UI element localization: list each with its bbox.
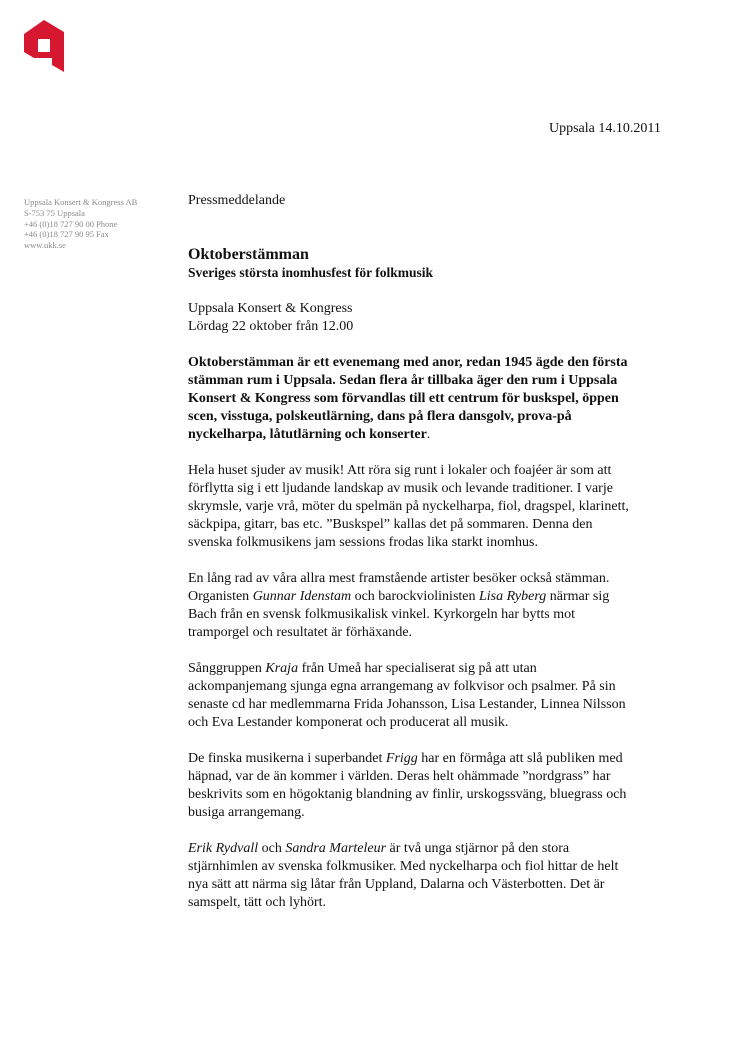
sender-company: Uppsala Konsert & Kongress AB: [24, 197, 138, 207]
artist-name: Lisa Ryberg: [479, 589, 547, 604]
paragraph-text: Sånggruppen: [188, 661, 266, 676]
intro-line: scen, visstuga, polskeutlärning, dans på flera dansgolv, prova-på: [188, 409, 572, 424]
paragraph-line: stjärnhimlen av svenska folkmusiker. Med nyckelharpa och fiol hittar de helt: [188, 859, 619, 874]
paragraph-line: och Eva Lestander komponerat och producerat all musik.: [188, 715, 509, 730]
paragraph-line: En lång rad av våra allra mest framstående artister besöker också stämman.: [188, 571, 610, 586]
intro-line: stämman rum i Uppsala. Sedan flera år tillbaka äger den rum i Uppsala: [188, 373, 618, 388]
paragraph-line: svenska folkmusikens jam sessions frodas lika starkt inomhus.: [188, 535, 538, 550]
event-time: Lördag 22 oktober från 12.00: [188, 319, 354, 334]
paragraph-line: samspelt, tätt och lyhört.: [188, 895, 327, 910]
paragraph-text: Organisten: [188, 589, 253, 604]
paragraph-text: och barockviolinisten: [351, 589, 479, 604]
paragraph-line: nya sätt att närma sig låtar från Uppland, Dalarna och Västerbotten. Det är: [188, 877, 605, 892]
intro-line: nyckelharpa, låtutlärning och konserter: [188, 427, 427, 442]
artist-name: Frigg: [385, 751, 418, 766]
press-release-body: [188, 192, 678, 930]
artist-name: Erik Rydvall: [188, 841, 259, 856]
body-paragraph-3: [188, 660, 678, 732]
paragraph-line: tramporgel och resultatet är förhäxande.: [188, 625, 413, 640]
artist-name: Kraja: [265, 661, 299, 676]
paragraph-text: har en förmåga att slå publiken med: [417, 751, 623, 766]
paragraph-text: från Umeå har specialiserat sig på att utan: [298, 661, 537, 676]
event-venue: Uppsala Konsert & Kongress: [188, 301, 353, 316]
ukk-logo-icon: [24, 20, 64, 72]
body-paragraph-4: [188, 750, 678, 822]
paragraph-text: är två unga stjärnor på den stora: [386, 841, 570, 856]
page-subtitle: Sveriges största inomhusfest för folkmusik: [188, 265, 434, 280]
paragraph-line: busiga arrangemang.: [188, 805, 305, 820]
body-paragraph-5: [188, 840, 678, 912]
sender-web: www.ukk.se: [24, 240, 66, 251]
paragraph-line: förflytta sig i ett ljudande landskap av musik och levande traditioner. I varje: [188, 481, 613, 496]
paragraph-text: närmar sig: [546, 589, 610, 604]
event-details: [188, 300, 678, 336]
sender-phone: +46 (0)18 727 90 00 Phone: [24, 218, 118, 229]
sender-postal: S-753 75 Uppsala: [24, 207, 85, 218]
logo-shape: [24, 20, 64, 72]
page-title: Oktoberstämman: [188, 246, 309, 263]
paragraph-line: Hela huset sjuder av musik! Att röra sig runt i lokaler och foajéer är som att: [188, 463, 612, 478]
paragraph-line: beskrivits som en högoktanig blandning av finlir, urskogssväng, bluegrass och: [188, 787, 627, 802]
letter-date: Uppsala 14.10.2011: [549, 121, 661, 136]
sender-address: [24, 197, 174, 251]
artist-name: Gunnar Idenstam: [252, 589, 352, 604]
paragraph-text: och: [258, 841, 286, 856]
paragraph-line: säckpipa, gitarr, bas etc. ”Buskspel” kallas det på sommaren. Denna den: [188, 517, 593, 532]
paragraph-line: skrymsle, varje vrå, möter du spelmän på nyckelharpa, fiol, dragspel, klarinett,: [188, 499, 629, 514]
paragraph-text: De finska musikerna i superbandet: [188, 751, 386, 766]
paragraph-line: Bach från en svensk folkmusikalisk vinkel. Kyrkorgeln har bytts mot: [188, 607, 576, 622]
body-paragraph-2: [188, 570, 678, 642]
paragraph-line: senaste cd har medlemmarna Frida Johansson, Lisa Lestander, Linnea Nilsson: [188, 697, 626, 712]
body-paragraph-1: [188, 462, 678, 552]
sender-fax: +46 (0)18 727 90 95 Fax: [24, 229, 109, 240]
paragraph-line: häpnad, var de än kommer i världen. Deras helt ohämmade ”nordgrass” har: [188, 769, 611, 784]
intro-line: Oktoberstämman är ett evenemang med anor, redan 1945 ägde den första: [188, 355, 628, 370]
intro-paragraph: [188, 354, 678, 444]
intro-line: Konsert & Kongress som förvandlas till ett centrum för buskspel, öppen: [188, 391, 619, 406]
intro-period: .: [426, 427, 431, 442]
artist-name: Sandra Marteleur: [285, 841, 387, 856]
paragraph-line: ackompanjemang sjunga egna arrangemang av folkvisor och psalmer. På sin: [188, 679, 616, 694]
document-type: Pressmeddelande: [188, 193, 286, 208]
